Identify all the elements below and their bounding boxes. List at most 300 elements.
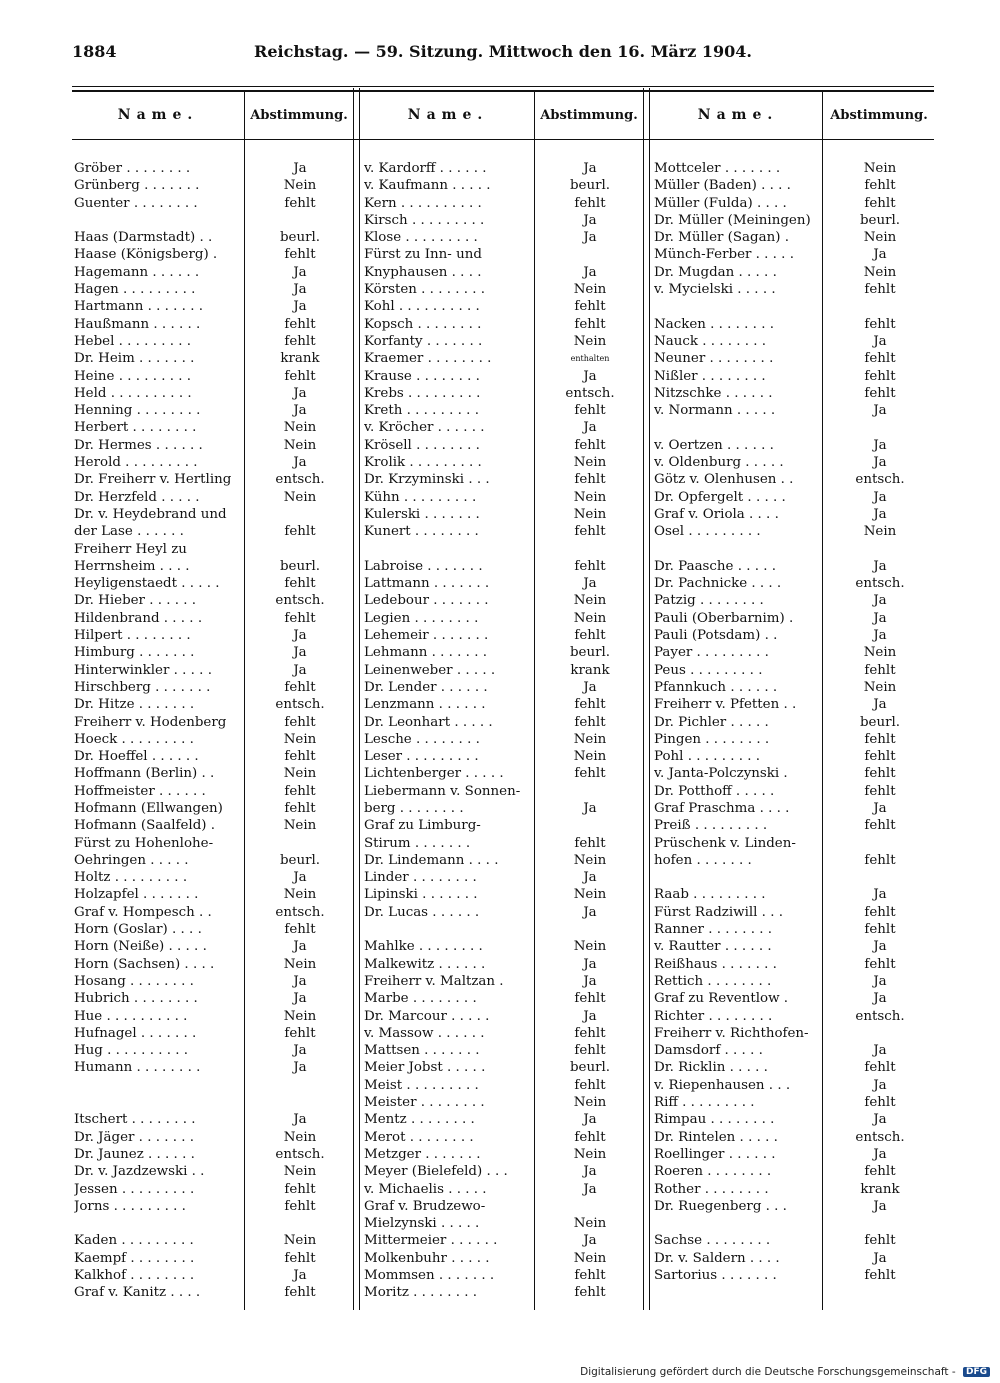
table-row: [72, 419, 354, 436]
name-header: Name.: [117, 107, 199, 123]
table-row: [72, 1008, 354, 1025]
table-row: [362, 904, 644, 921]
table-row: [652, 195, 934, 212]
table-row: [362, 956, 644, 973]
vote-value: fehlt: [284, 610, 316, 626]
table-row: [362, 350, 644, 367]
table-row: [362, 1250, 644, 1267]
table-row: [72, 765, 354, 782]
member-name: Götz v. Olenhusen . .: [654, 472, 794, 488]
member-name: Horn (Neiße) . . . . .: [74, 939, 207, 955]
member-name: Mommsen . . . . . . .: [364, 1268, 495, 1283]
vote-value: fehlt: [864, 282, 896, 298]
vote-value: Ja: [873, 593, 887, 609]
table-row: [652, 783, 934, 800]
table-row: [652, 904, 934, 921]
vote-value: fehlt: [864, 956, 896, 972]
member-name: Lichtenberger . . . . .: [364, 766, 504, 782]
vote-value: fehlt: [574, 1268, 606, 1283]
table-row: [652, 281, 934, 298]
vote-value: Nein: [573, 1250, 607, 1266]
table-row: [72, 454, 354, 471]
member-name: Mahlke . . . . . . . .: [364, 939, 483, 955]
table-row: [652, 886, 934, 903]
vote-value: Ja: [873, 437, 887, 453]
vote-value: fehlt: [284, 333, 316, 349]
member-name: Leser . . . . . . . . .: [364, 749, 479, 765]
table-row: [362, 783, 644, 800]
table-row: [362, 1232, 644, 1249]
vote-header: Abstimmung.: [540, 108, 638, 123]
table-row: [362, 817, 644, 834]
vote-value: Ja: [873, 973, 887, 989]
member-name: v. Riepenhausen . . .: [654, 1077, 791, 1093]
vote-value: Ja: [873, 489, 887, 505]
vote-value: fehlt: [284, 783, 316, 799]
member-name: Roeren . . . . . . . .: [654, 1164, 772, 1180]
table-row: [362, 644, 644, 661]
table-row: [652, 956, 934, 973]
member-name: Fürst zu Hohenlohe-: [74, 835, 214, 851]
member-name: Patzig . . . . . . . .: [654, 593, 764, 609]
table-row: [652, 471, 934, 488]
member-name: Lenzmann . . . . . .: [364, 697, 486, 713]
member-name: Graf v. Oriola . . . .: [654, 506, 779, 522]
table-row: [72, 973, 354, 990]
table-row: [362, 195, 644, 212]
member-name: hofen . . . . . . .: [654, 852, 752, 868]
table-row: [362, 679, 644, 696]
member-name: Lehemeir . . . . . . .: [364, 628, 489, 644]
table-row: [362, 281, 644, 298]
vote-value: Ja: [583, 679, 597, 695]
member-name: Mielzynski . . . . .: [364, 1216, 480, 1232]
vote-value: beurl.: [569, 645, 611, 661]
table-row: [362, 1146, 644, 1163]
vote-value: Nein: [573, 939, 607, 955]
table-row: [362, 229, 644, 246]
table-row: [652, 506, 934, 523]
dfg-logo: DFG: [963, 1367, 990, 1377]
vote-value: Ja: [873, 1146, 887, 1162]
member-name: Dr. v. Heydebrand und: [74, 506, 227, 522]
member-name: Rettich . . . . . . . .: [654, 973, 772, 989]
table-row: [652, 523, 934, 540]
name-header: Name.: [697, 107, 779, 123]
member-name: Graf zu Limburg-: [364, 818, 481, 834]
member-name: Dr. Lindemann . . . .: [364, 852, 499, 868]
member-name: Haase (Königsberg) .: [74, 247, 218, 263]
table-row: [72, 886, 354, 903]
member-name: Nißler . . . . . . . .: [654, 368, 766, 384]
table-row: [652, 662, 934, 679]
member-name: Damsdorf . . . . .: [654, 1043, 763, 1059]
vote-column-3: [652, 92, 934, 1310]
member-name: v. Normann . . . . .: [654, 403, 776, 419]
member-name: Heyligenstaedt . . . . .: [74, 576, 220, 592]
table-row: [652, 852, 934, 869]
member-name: Linder . . . . . . . .: [364, 870, 477, 886]
member-name: Pfannkuch . . . . . .: [654, 679, 778, 695]
table-row: [362, 765, 644, 782]
vote-value: fehlt: [574, 195, 606, 211]
vote-value: Ja: [293, 870, 307, 886]
table-row: [362, 160, 644, 177]
member-name: Herrnsheim . . . .: [74, 558, 190, 574]
vote-value: fehlt: [864, 904, 896, 920]
member-name: Kunert . . . . . . . .: [364, 524, 479, 540]
member-name: Holtz . . . . . . . . .: [74, 870, 188, 886]
table-row: [72, 714, 354, 731]
table-row: [72, 662, 354, 679]
member-name: v. Rautter . . . . . .: [654, 939, 772, 955]
member-name: Dr. Mugdan . . . . .: [654, 264, 777, 280]
table-row: [652, 1232, 934, 1249]
member-name: Mattsen . . . . . . .: [364, 1043, 480, 1059]
vote-value: fehlt: [864, 749, 896, 765]
member-name: Liebermann v. Sonnen-: [364, 783, 521, 799]
running-title: Reichstag. — 59. Sitzung. Mittwoch den 16. März 1904.: [254, 42, 752, 61]
vote-value: entsch.: [275, 697, 325, 713]
member-name: Graf v. Kanitz . . . .: [74, 1285, 201, 1301]
vote-value: Ja: [293, 628, 307, 644]
table-row: [362, 1077, 644, 1094]
vote-value: fehlt: [574, 697, 606, 713]
member-name: Krause . . . . . . . .: [364, 368, 480, 384]
member-name: Sachse . . . . . . . .: [654, 1233, 771, 1249]
table-row: [362, 1267, 644, 1284]
member-name: Freiherr v. Hodenberg: [74, 714, 227, 730]
member-name: Dr. Lucas . . . . . .: [364, 904, 480, 920]
table-row: [652, 437, 934, 454]
vote-value: Ja: [583, 576, 597, 592]
table-row: [362, 575, 644, 592]
table-row: [362, 696, 644, 713]
vote-value: Ja: [873, 247, 887, 263]
table-row: [72, 160, 354, 177]
table-row: [72, 1094, 354, 1111]
vote-value: Ja: [583, 870, 597, 886]
table-row: [362, 1198, 644, 1215]
table-row: [652, 298, 934, 315]
page-number: 1884: [72, 42, 117, 61]
vote-value: Ja: [583, 420, 597, 436]
footer-credit: [580, 1366, 990, 1378]
member-name: v. Janta-Polczynski .: [654, 766, 788, 782]
vote-value: fehlt: [284, 247, 316, 263]
vote-value: Nein: [573, 731, 607, 747]
member-name: Freiherr Heyl zu: [74, 541, 187, 557]
vote-value: Nein: [863, 161, 897, 176]
vote-value: Nein: [283, 731, 317, 747]
rows: [72, 160, 354, 1302]
table-row: [362, 990, 644, 1007]
member-name: Graf v. Brudzewo-: [364, 1198, 486, 1214]
vote-value: fehlt: [864, 195, 896, 211]
table-row: [362, 316, 644, 333]
vote-value: Nein: [283, 420, 317, 436]
vote-value: fehlt: [864, 922, 896, 938]
member-name: Payer . . . . . . . . .: [654, 645, 769, 661]
vote-value: fehlt: [284, 316, 316, 332]
member-name: Müller (Fulda) . . . .: [654, 195, 787, 211]
member-name: Hoffmeister . . . . . .: [74, 783, 206, 799]
vote-value: fehlt: [284, 524, 316, 540]
table-row: [362, 246, 644, 263]
member-name: Dr. Hermes . . . . . .: [74, 437, 203, 453]
name-header: Name.: [407, 107, 489, 123]
member-name: Preiß . . . . . . . . .: [654, 818, 768, 834]
member-name: Roellinger . . . . . .: [654, 1146, 776, 1162]
vote-value: Nein: [283, 1233, 317, 1249]
member-name: Nauck . . . . . . . .: [654, 333, 767, 349]
table-row: [362, 627, 644, 644]
table-row: [652, 1094, 934, 1111]
member-name: Dr. Jäger . . . . . . .: [74, 1129, 195, 1145]
table-row: [652, 316, 934, 333]
table-row: [72, 748, 354, 765]
table-row: [72, 1077, 354, 1094]
vote-value: Nein: [283, 178, 317, 194]
member-name: Dr. Rintelen . . . . .: [654, 1129, 778, 1145]
vote-value: Ja: [873, 558, 887, 574]
vote-value: Nein: [573, 506, 607, 522]
vote-header: Abstimmung.: [830, 108, 928, 123]
table-row: [72, 627, 354, 644]
table-row: [362, 1042, 644, 1059]
vote-value: fehlt: [284, 1285, 316, 1301]
table-row: [72, 368, 354, 385]
member-name: Kulerski . . . . . . .: [364, 506, 480, 522]
member-name: Horn (Goslar) . . . .: [74, 922, 202, 938]
member-name: Guenter . . . . . . . .: [74, 195, 198, 211]
member-name: Krösell . . . . . . . .: [364, 437, 480, 453]
vote-value: fehlt: [284, 679, 316, 695]
vote-value: Ja: [583, 904, 597, 920]
vote-value: Nein: [573, 610, 607, 626]
member-name: Dr. Müller (Sagan) .: [654, 230, 789, 246]
member-name: Hinterwinkler . . . . .: [74, 662, 212, 678]
member-name: Gröber . . . . . . . .: [74, 161, 191, 176]
vote-value: Ja: [293, 282, 307, 298]
member-name: Kalkhof . . . . . . . .: [74, 1268, 195, 1283]
member-name: Hoeck . . . . . . . . .: [74, 731, 194, 747]
vote-value: krank: [570, 662, 610, 678]
member-name: Pauli (Potsdam) . .: [654, 628, 778, 644]
table-row: [652, 731, 934, 748]
member-name: Dr. Opfergelt . . . . .: [654, 489, 786, 505]
member-name: Haas (Darmstadt) . .: [74, 230, 213, 246]
table-row: [362, 1008, 644, 1025]
table-row: [72, 333, 354, 350]
table-row: [72, 489, 354, 506]
member-name: Kreth . . . . . . . . .: [364, 403, 479, 419]
table-row: [362, 1181, 644, 1198]
vote-value: entsch.: [275, 1146, 325, 1162]
member-name: Meier Jobst . . . . .: [364, 1060, 486, 1076]
member-name: v. Mycielski . . . . .: [654, 282, 776, 298]
member-name: Grünberg . . . . . . .: [74, 178, 200, 194]
member-name: Dr. Ricklin . . . . .: [654, 1060, 768, 1076]
member-name: Hildenbrand . . . . .: [74, 610, 203, 626]
member-name: v. Kardorff . . . . . .: [364, 161, 487, 176]
vote-value: entsch.: [275, 472, 325, 488]
member-name: v. Michaelis . . . . .: [364, 1181, 487, 1197]
vote-value: Ja: [583, 368, 597, 384]
column-separator: [353, 88, 360, 1310]
table-row: [652, 1181, 934, 1198]
member-name: Legien . . . . . . . .: [364, 610, 479, 626]
table-row: [652, 419, 934, 436]
vote-value: krank: [860, 1181, 900, 1197]
member-name: Rother . . . . . . . .: [654, 1181, 769, 1197]
member-name: Dr. Jaunez . . . . . .: [74, 1146, 195, 1162]
vote-value: fehlt: [284, 368, 316, 384]
vote-value: fehlt: [574, 316, 606, 332]
vote-value: entsch.: [275, 904, 325, 920]
table-row: [72, 437, 354, 454]
member-name: Kopsch . . . . . . . .: [364, 316, 482, 332]
member-name: Ledebour . . . . . . .: [364, 593, 489, 609]
table-row: [362, 835, 644, 852]
member-name: Horn (Sachsen) . . . .: [74, 956, 215, 972]
vote-value: fehlt: [574, 1025, 606, 1041]
member-name: Mottceler . . . . . . .: [654, 161, 781, 176]
vote-value: fehlt: [864, 818, 896, 834]
vote-value: Ja: [873, 887, 887, 903]
member-name: Sartorius . . . . . . .: [654, 1268, 777, 1283]
top-rule: [72, 86, 934, 87]
member-name: Herold . . . . . . . . .: [74, 455, 198, 471]
table-row: [652, 835, 934, 852]
vote-value: entsch.: [855, 1008, 905, 1024]
table-row: [72, 1198, 354, 1215]
vote-value: fehlt: [864, 1060, 896, 1076]
vote-value: Nein: [573, 1216, 607, 1232]
member-name: Dr. Ruegenberg . . .: [654, 1198, 787, 1214]
table-row: [72, 921, 354, 938]
vote-value: fehlt: [864, 385, 896, 401]
vote-value: Nein: [283, 1008, 317, 1024]
table-row: [652, 610, 934, 627]
page-header: [72, 40, 934, 66]
table-row: [652, 1008, 934, 1025]
vote-value: fehlt: [284, 1025, 316, 1041]
table-row: [362, 437, 644, 454]
vote-value: fehlt: [574, 1285, 606, 1301]
vote-value: Ja: [583, 1164, 597, 1180]
member-name: Neuner . . . . . . . .: [654, 351, 774, 367]
vote-value: Ja: [873, 455, 887, 471]
member-name: Graf Praschma . . . .: [654, 800, 790, 816]
member-name: Fürst zu Inn- und: [364, 247, 482, 263]
vote-value: fehlt: [574, 1077, 606, 1093]
member-name: Hubrich . . . . . . . .: [74, 991, 198, 1007]
vote-value: Ja: [873, 333, 887, 349]
vote-value: Nein: [283, 1129, 317, 1145]
member-name: Dr. Lender . . . . . .: [364, 679, 488, 695]
member-name: Haußmann . . . . . .: [74, 316, 201, 332]
table-row: [72, 1181, 354, 1198]
vote-value: fehlt: [864, 351, 896, 367]
table-row: [652, 748, 934, 765]
member-name: Pauli (Oberbarnim) .: [654, 610, 794, 626]
table-row: [652, 1267, 934, 1284]
table-row: [652, 1129, 934, 1146]
table-row: [652, 541, 934, 558]
member-name: Lehmann . . . . . . .: [364, 645, 487, 661]
member-name: Klose . . . . . . . . .: [364, 230, 478, 246]
member-name: der Lase . . . . . .: [74, 524, 184, 540]
vote-value: Nein: [573, 887, 607, 903]
table-row: [72, 1215, 354, 1232]
vote-value: fehlt: [864, 1164, 896, 1180]
vote-value: Ja: [873, 1077, 887, 1093]
member-name: Malkewitz . . . . . .: [364, 956, 486, 972]
member-name: Riff . . . . . . . . .: [654, 1095, 755, 1111]
table-row: [362, 402, 644, 419]
vote-value: fehlt: [574, 472, 606, 488]
table-row: [652, 402, 934, 419]
table-row: [72, 1042, 354, 1059]
vote-value: Nein: [283, 1164, 317, 1180]
vote-value: Nein: [573, 1146, 607, 1162]
member-name: Holzapfel . . . . . . .: [74, 887, 199, 903]
member-name: Pohl . . . . . . . . .: [654, 749, 761, 765]
member-name: v. Kaufmann . . . . .: [364, 178, 491, 194]
vote-value: fehlt: [864, 178, 896, 194]
vote-value: Ja: [293, 991, 307, 1007]
member-name: Dr. Freiherr v. Hertling: [74, 472, 232, 488]
member-name: Dr. v. Jazdzewski . .: [74, 1164, 205, 1180]
table-row: [72, 316, 354, 333]
vote-value: fehlt: [574, 403, 606, 419]
member-name: Lipinski . . . . . . .: [364, 887, 478, 903]
table-row: [652, 246, 934, 263]
table-row: [72, 506, 354, 523]
table-row: [652, 1146, 934, 1163]
table-row: [362, 800, 644, 817]
table-row: [72, 195, 354, 212]
vote-value: fehlt: [864, 783, 896, 799]
member-name: Moritz . . . . . . . .: [364, 1285, 477, 1301]
table-row: [72, 990, 354, 1007]
table-row: [652, 1077, 934, 1094]
vote-value: fehlt: [284, 576, 316, 592]
vote-value: Ja: [873, 506, 887, 522]
vote-value: Ja: [293, 662, 307, 678]
member-name: Peus . . . . . . . . .: [654, 662, 763, 678]
member-name: Hoffmann (Berlin) . .: [74, 766, 215, 782]
member-name: Marbe . . . . . . . .: [364, 991, 477, 1007]
vote-value: enthalten: [570, 354, 610, 364]
vote-value: Ja: [873, 628, 887, 644]
table-row: [72, 1250, 354, 1267]
vote-value: Ja: [293, 1112, 307, 1128]
vote-value: Ja: [293, 1268, 307, 1283]
member-name: Hirschberg . . . . . . .: [74, 679, 211, 695]
table-row: [652, 333, 934, 350]
table-row: [362, 385, 644, 402]
table-row: [72, 869, 354, 886]
table-row: [652, 990, 934, 1007]
table-row: [652, 1250, 934, 1267]
table-row: [362, 298, 644, 315]
table-row: [72, 575, 354, 592]
table-row: [72, 264, 354, 281]
vote-value: fehlt: [864, 1268, 896, 1283]
table-row: [72, 1025, 354, 1042]
